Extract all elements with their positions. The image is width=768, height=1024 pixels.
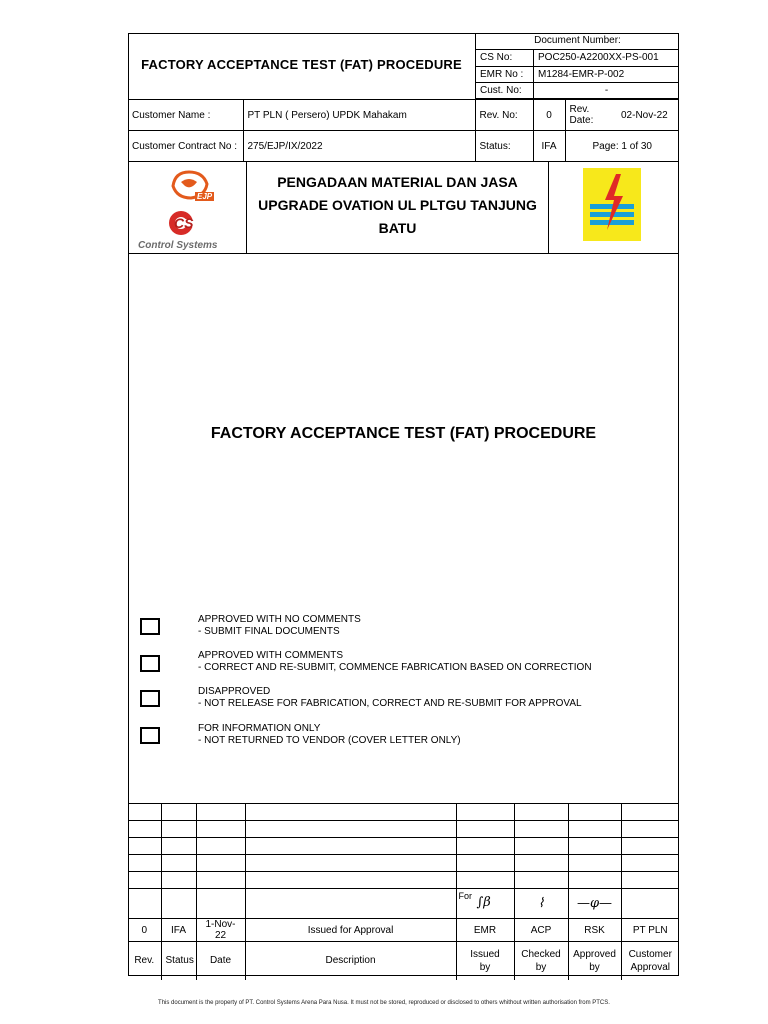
checked-signature-cell [514, 889, 568, 919]
option-line-1: DISAPPROVED [198, 686, 271, 697]
pln-logo [583, 168, 641, 241]
cust-no-value: - [534, 82, 680, 98]
customer-cell: PT PLN [621, 919, 679, 942]
issued-cell: EMR [456, 919, 514, 942]
cs-no-value: POC250-A2200XX-PS-001 [534, 49, 680, 66]
header-approved-line-2: by [589, 961, 600, 973]
table-row [128, 838, 679, 855]
customer-name-label: Customer Name : [128, 100, 243, 131]
checkbox-approved-with-comments[interactable] [140, 655, 160, 672]
option-for-information [198, 723, 461, 747]
project-divider-right [548, 161, 549, 253]
project-title-line-1: PENGADAAN MATERIAL DAN JASA [277, 174, 518, 190]
header-rev: Rev. [128, 942, 161, 980]
table-header-row [128, 942, 679, 980]
header-date: Date [196, 942, 245, 980]
doc-number-label: Document Number: [476, 33, 680, 49]
footer-disclaimer: This document is the property of PT. Control Systems Arena Para Nusa. It must not be stored, reproduced or disclosed to others whithout written authorisation from PTCS. [158, 1000, 610, 1006]
header-title: FACTORY ACCEPTANCE TEST (FAT) PROCEDURE [141, 57, 462, 72]
option-approved-no-comments [198, 614, 361, 638]
option-line-2: - CORRECT AND RE-SUBMIT, COMMENCE FABRICATION BASED ON CORRECTION [198, 662, 592, 673]
rev-no-label: Rev. No: [475, 100, 533, 131]
header-issued [456, 942, 514, 980]
ejp-logo [167, 166, 213, 206]
status-cell: IFA [161, 919, 196, 942]
rev-no-value: 0 [533, 100, 565, 131]
header-approved-line-1: Approved [573, 948, 616, 960]
option-approved-with-comments [198, 650, 592, 674]
revision-table [128, 803, 679, 980]
for-label: For [458, 891, 472, 901]
project-title [247, 171, 548, 240]
rev-date-value: 02-Nov-22 [617, 100, 679, 131]
cs-logo-caption: Control Systems [138, 240, 218, 251]
customer-info-table [128, 99, 679, 162]
issued-signature-cell [456, 889, 514, 919]
signature-row [128, 889, 679, 919]
option-line-1: APPROVED WITH NO COMMENTS [198, 614, 361, 625]
checkbox-for-information[interactable] [140, 727, 160, 744]
rev-date-label: Rev. Date: [565, 100, 617, 131]
date-cell: 1-Nov-22 [196, 919, 245, 942]
ejp-logo-text: EJP [197, 192, 213, 201]
contract-value: 275/EJP/IX/2022 [243, 131, 475, 162]
project-title-line-2: UPGRADE OVATION UL PLTGU TANJUNG [258, 197, 537, 213]
emr-no-value: M1284-EMR-P-002 [534, 66, 680, 82]
status-label: Status: [475, 131, 533, 162]
body-title: FACTORY ACCEPTANCE TEST (FAT) PROCEDURE [210, 425, 597, 442]
checkbox-disapproved[interactable] [140, 690, 160, 707]
customer-name-value: PT PLN ( Persero) UPDK Mahakam [243, 100, 475, 131]
status-value: IFA [533, 131, 565, 162]
table-row [128, 821, 679, 838]
header-customer-line-1: Customer [628, 948, 672, 960]
header-checked [514, 942, 568, 980]
header-approved [568, 942, 621, 980]
page-indicator: Page: 1 of 30 [565, 131, 679, 162]
header-checked-line-1: Checked [521, 948, 561, 960]
checked-cell: ACP [514, 919, 568, 942]
cust-no-label: Cust. No: [476, 82, 534, 98]
description-cell: Issued for Approval [245, 919, 456, 942]
header-checked-line-2: by [535, 961, 547, 973]
header-customer-line-2: Approval [630, 961, 670, 973]
checkbox-approved-no-comments[interactable] [140, 618, 160, 635]
header-description: Description [245, 942, 456, 980]
project-title-line-3: BATU [378, 220, 417, 236]
table-row [128, 855, 679, 872]
approved-signature-cell [568, 889, 621, 919]
document-number-table [475, 33, 679, 99]
option-disapproved [198, 686, 582, 710]
header-customer [621, 942, 679, 980]
approved-cell: RSK [568, 919, 621, 942]
header-issued-line-2: by [479, 961, 491, 973]
approved-signature: —φ— [576, 896, 613, 911]
header-status: Status [161, 942, 196, 980]
table-row [128, 804, 679, 821]
checked-signature: ⌇ [537, 896, 545, 911]
project-row-bottom-border [128, 253, 679, 254]
rev-cell: 0 [128, 919, 161, 942]
table-row [128, 919, 679, 942]
option-line-2: - SUBMIT FINAL DOCUMENTS [198, 626, 340, 637]
cs-logo-text: CS [174, 215, 194, 231]
contract-label: Customer Contract No : [128, 131, 243, 162]
option-line-2: - NOT RELEASE FOR FABRICATION, CORRECT AND RE-SUBMIT FOR APPROVAL [198, 698, 582, 709]
emr-no-label: EMR No : [476, 66, 534, 82]
option-line-1: APPROVED WITH COMMENTS [198, 650, 344, 661]
header-issued-line-1: Issued [470, 948, 500, 960]
issued-signature: ∫β [476, 895, 491, 910]
cs-no-label: CS No: [476, 49, 534, 66]
option-line-2: - NOT RETURNED TO VENDOR (COVER LETTER ONLY) [198, 735, 461, 746]
option-line-1: FOR INFORMATION ONLY [198, 723, 321, 734]
table-row [128, 872, 679, 889]
cs-logo [168, 210, 198, 236]
